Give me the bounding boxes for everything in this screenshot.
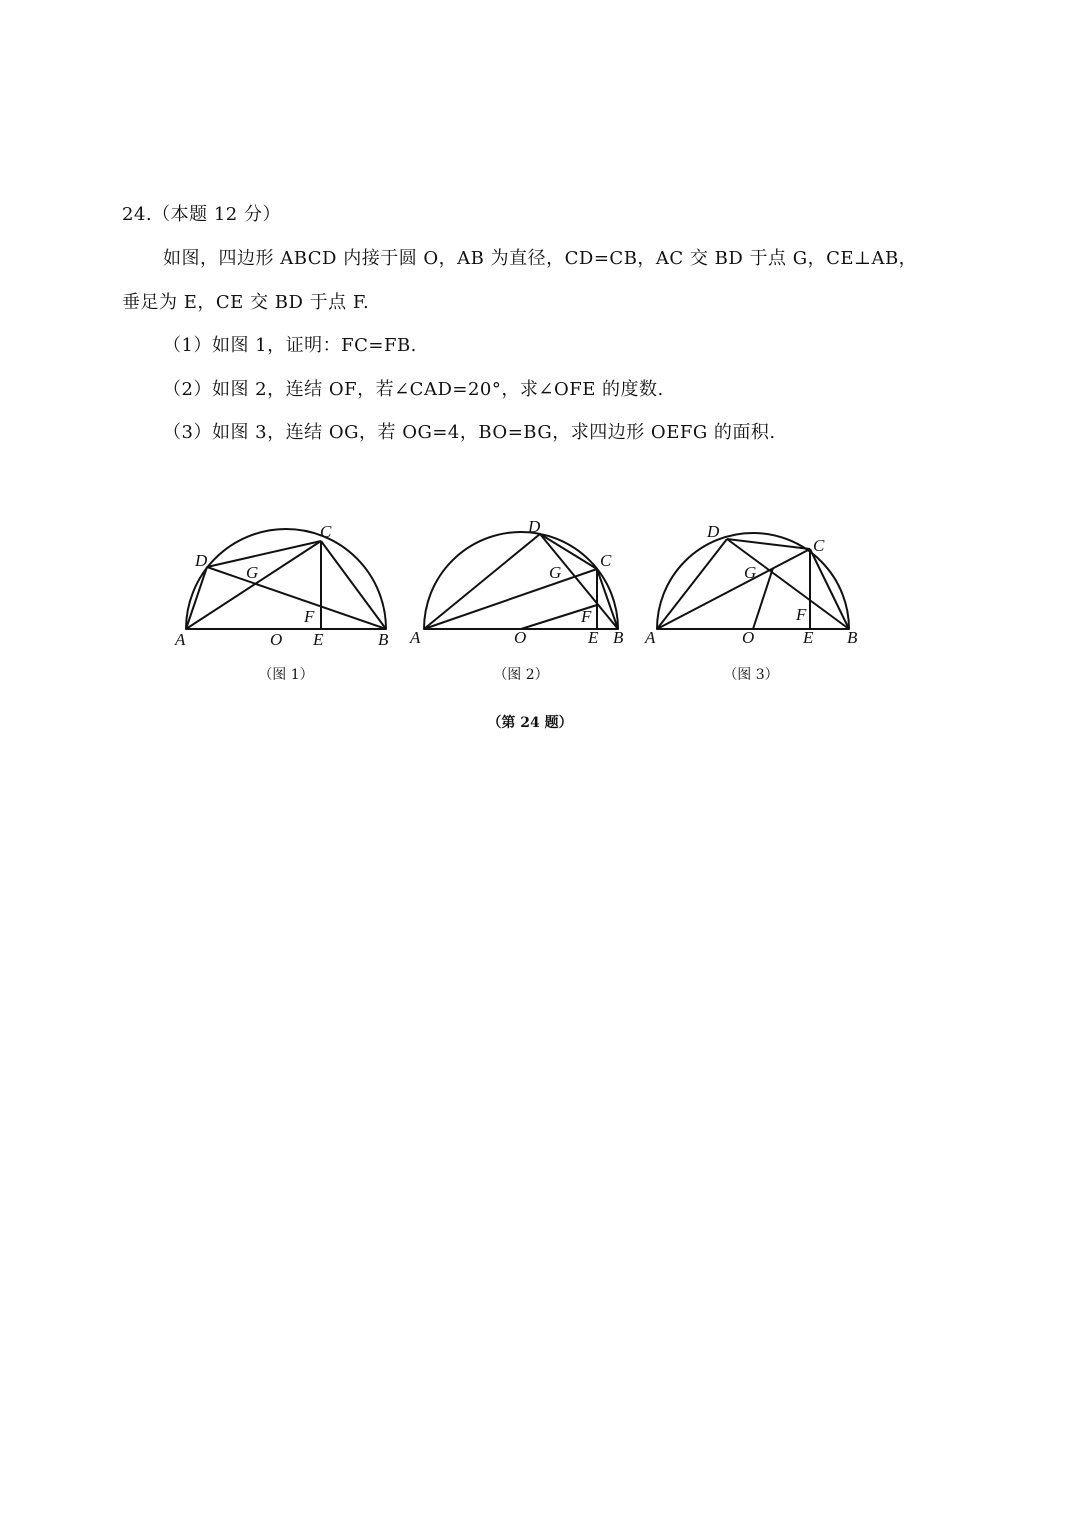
- figure-2-label-o: O: [514, 628, 527, 647]
- figure-3-caption: （图 3）: [723, 667, 779, 683]
- figure-1-label-d: D: [195, 551, 208, 570]
- problem-statement-line-2: 垂足为 E，CE 交 BD 于点 F.: [122, 292, 370, 313]
- figure-1-label-c: C: [320, 522, 332, 541]
- figure-3-label-g: G: [744, 563, 757, 582]
- figure-2-line-ac: [424, 569, 597, 629]
- figure-1-label-f: F: [304, 607, 315, 626]
- figure-2-label-g: G: [549, 563, 562, 582]
- figure-1-caption: （图 1）: [258, 667, 314, 683]
- figure-1-chord-dc: [207, 541, 321, 567]
- figure-3-chord-cb: [810, 549, 849, 629]
- figure-2-label-a: A: [410, 628, 421, 647]
- figure-3-label-d: D: [707, 522, 720, 541]
- figure-3-label-c: C: [813, 536, 825, 555]
- figure-3: [640, 515, 870, 655]
- figure-1-label-b: B: [378, 630, 389, 649]
- figure-2-label-d: D: [528, 517, 541, 536]
- figure-group-caption: （第 24 题）: [487, 715, 573, 731]
- problem-part-1: （1）如图 1，证明：FC=FB.: [163, 335, 417, 356]
- figure-2-label-f: F: [581, 607, 592, 626]
- problem-header: 24.（本题 12 分）: [122, 204, 281, 225]
- figure-1-label-a: A: [175, 630, 186, 649]
- problem-part-2: （2）如图 2，连结 OF，若∠CAD=20°，求∠OFE 的度数.: [163, 379, 664, 400]
- problem-statement-line-1: 如图，四边形 ABCD 内接于圆 O，AB 为直径，CD=CB，AC 交 BD 于点 G，CE⊥AB，: [163, 248, 918, 269]
- figure-2-chord-cb: [597, 569, 618, 629]
- figure-2-label-c: C: [600, 551, 612, 570]
- figure-3-line-ac: [657, 549, 810, 629]
- figure-3-label-f: F: [796, 605, 807, 624]
- figure-1-semicircle: [186, 529, 386, 629]
- figure-1-chord-ad: [186, 567, 207, 629]
- figure-3-line-bd: [727, 539, 849, 629]
- figure-1-label-e: E: [313, 630, 324, 649]
- figure-1-label-g: G: [246, 563, 259, 582]
- figure-3-label-b: B: [847, 628, 858, 647]
- figure-3-label-o: O: [742, 628, 755, 647]
- figure-1-label-o: O: [270, 630, 283, 649]
- figure-3-label-a: A: [645, 628, 656, 647]
- figure-3-label-e: E: [803, 628, 814, 647]
- figure-2-label-e: E: [588, 628, 599, 647]
- figure-2-chord-ad: [424, 534, 540, 629]
- figure-2-caption: （图 2）: [493, 667, 549, 683]
- figure-1: [170, 515, 410, 655]
- figure-2-label-b: B: [613, 628, 624, 647]
- problem-part-3: （3）如图 3，连结 OG，若 OG=4，BO=BG，求四边形 OEFG 的面积.: [163, 422, 776, 443]
- figure-2: [405, 512, 635, 657]
